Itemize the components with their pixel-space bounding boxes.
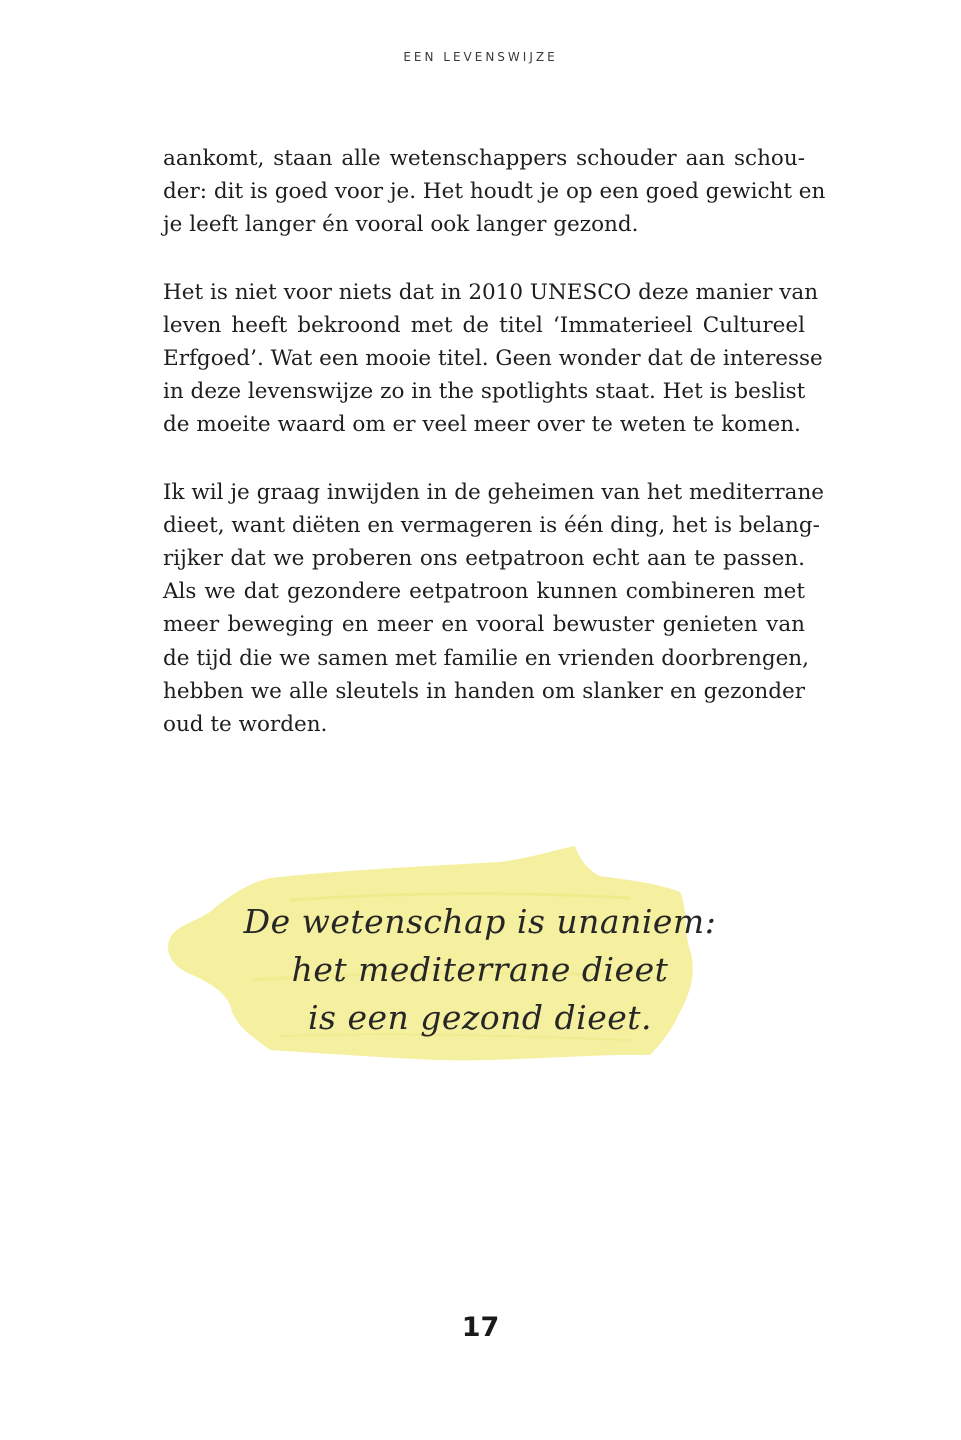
text-line: leven heeft bekroond met de titel ‘Immaterieel Cultureel [163, 312, 805, 338]
quote-line: het mediterrane dieet [291, 950, 669, 989]
body-text [163, 142, 826, 775]
pull-quote [200, 898, 760, 1042]
text-line: Ik wil je graag inwijden in de geheimen van het mediterrane [163, 479, 825, 505]
paragraph-2 [163, 276, 823, 442]
text-line: der: dit is goed voor je. Het houdt je op een goed gewicht en [163, 179, 826, 205]
text-line: Het is niet voor niets dat in 2010 UNESCO deze manier van [163, 279, 819, 305]
text-line: aankomt, staan alle wetenschappers schouder aan schou- [163, 146, 805, 171]
text-line: Als we dat gezondere eetpatroon kunnen combineren met [163, 579, 805, 605]
text-line: hebben we alle sleutels in handen om slanker en gezonder [163, 678, 805, 704]
text-line: de moeite waard om er veel meer over te weten te komen. [163, 412, 801, 438]
running-head: EEN LEVENSWIJZE [403, 50, 558, 64]
text-line: de tijd die we samen met familie en vrienden doorbrengen, [163, 645, 809, 671]
quote-line: De wetenschap is unaniem: [243, 902, 717, 941]
quote-line: is een gezond dieet. [307, 998, 653, 1037]
paragraph-1 [163, 142, 826, 242]
paragraph-3 [163, 476, 825, 742]
text-line: dieet, want diëten en vermageren is één ding, het is belang- [163, 512, 820, 538]
text-line: oud te worden. [163, 712, 328, 738]
page-number: 17 [461, 1312, 500, 1343]
text-line: je leeft langer én vooral ook langer gezond. [163, 212, 639, 238]
text-line: meer beweging en meer en vooral bewuster genieten van [163, 612, 805, 638]
text-line: Erfgoed’. Wat een mooie titel. Geen wonder dat de interesse [163, 346, 823, 372]
text-line: rijker dat we proberen ons eetpatroon echt aan te passen. [163, 546, 805, 572]
text-line: in deze levenswijze zo in the spotlights staat. Het is beslist [163, 379, 806, 405]
